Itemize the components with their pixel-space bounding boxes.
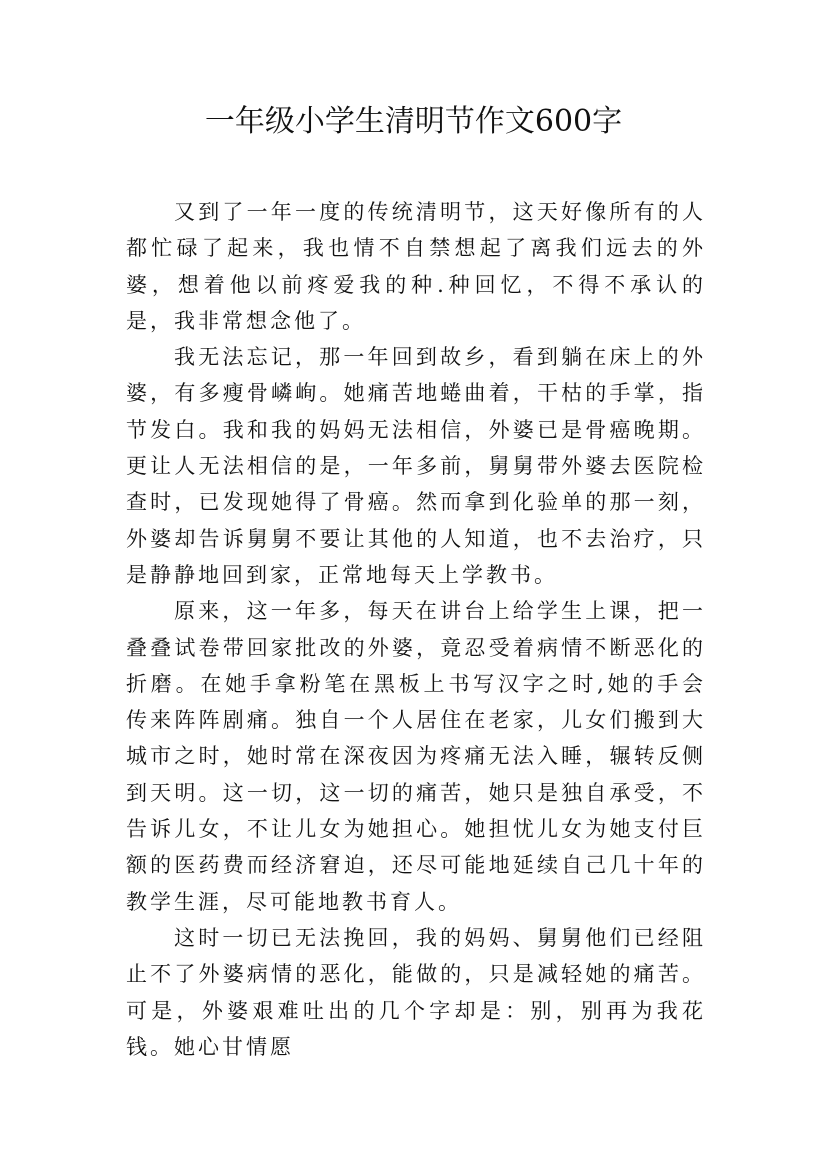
paragraph: 我无法忘记，那一年回到故乡，看到躺在床上的外婆，有多瘦骨嶙峋。她痛苦地蜷曲着，干枯的手掌，指节发白。我和我的妈妈无法相信，外婆已是骨癌晚期。更让人无法相信的是，一年多前，舅舅带外婆去医院检查时，已发现她得了骨癌。然而拿到化验单的那一刻，外婆却告诉舅舅不要让其他的人知道，也不去治疗，只是静静地回到家，正常地每天上学教书。 — [126, 345, 706, 587]
document-body — [126, 194, 706, 1065]
paragraph: 又到了一年一度的传统清明节，这天好像所有的人都忙碌了起来，我也情不自禁想起了离我们远去的外婆，想着他以前疼爱我的种.种回忆，不得不承认的是，我非常想念他了。 — [126, 200, 706, 333]
paragraph: 原来，这一年多，每天在讲台上给学生上课，把一叠叠试卷带回家批改的外婆，竟忍受着病情不断恶化的折磨。在她手拿粉笔在黑板上书写汉字之时,她的手会传来阵阵剧痛。独自一个人居住在老家，儿女们搬到大城市之时，她时常在深夜因为疼痛无法入睡，辗转反侧到天明。这一切，这一切的痛苦，她只是独自承受，不告诉儿女，不让儿女为她担心。她担忧儿女为她支付巨额的医药费而经济窘迫，还尽可能地延续自己几十年的教学生涯，尽可能地教书育人。 — [126, 599, 706, 914]
document-title: 一年级小学生清明节作文600字 — [204, 104, 623, 139]
paragraph: 这时一切已无法挽回，我的妈妈、舅舅他们已经阻止不了外婆病情的恶化，能做的，只是减轻她的痛苦。可是，外婆艰难吐出的几个字却是：别，别再为我花钱。她心甘情愿 — [126, 925, 706, 1059]
